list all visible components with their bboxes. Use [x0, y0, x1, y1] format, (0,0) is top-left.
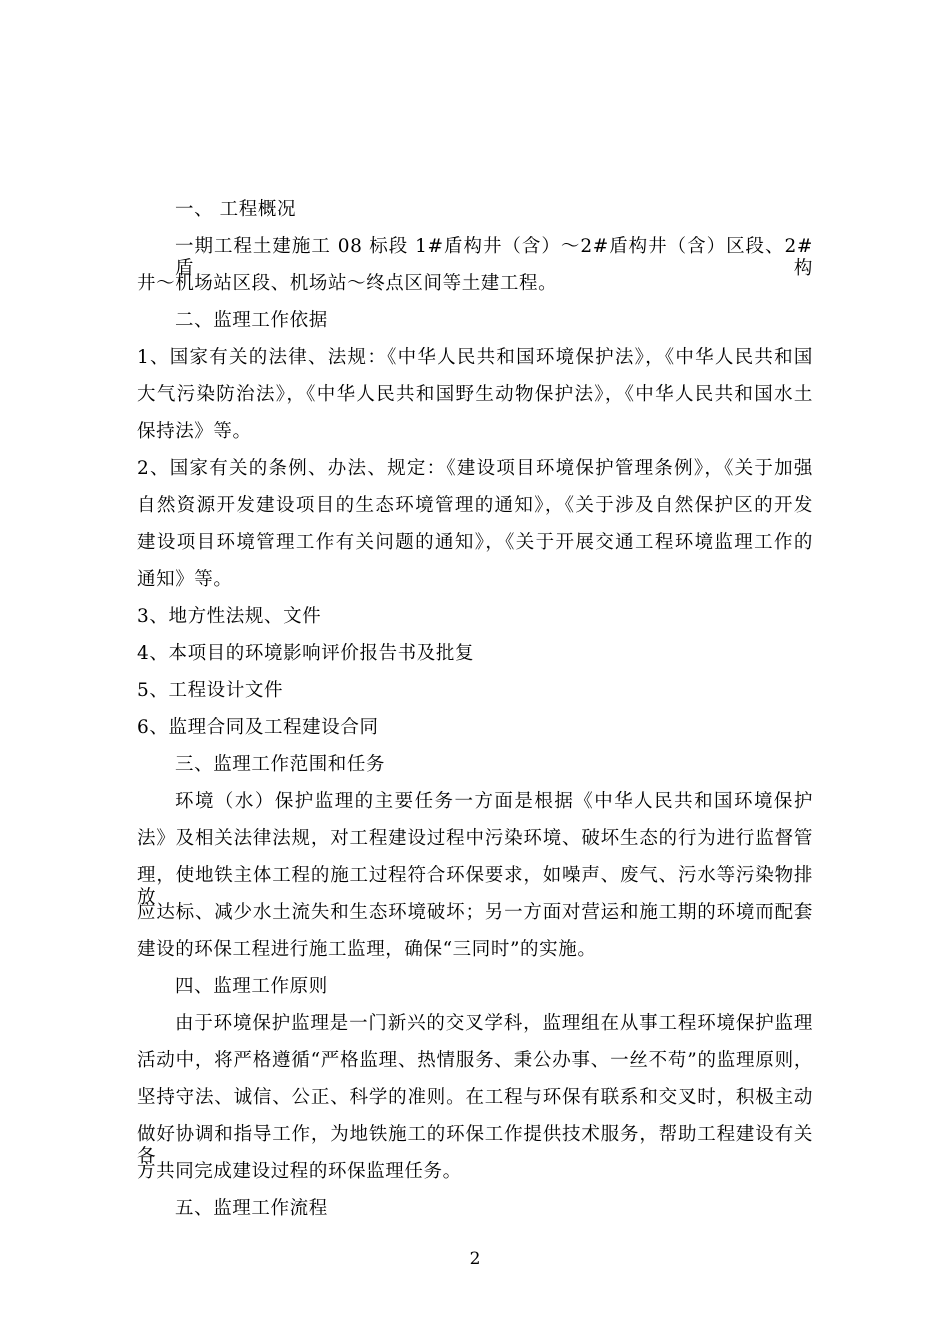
list-item-line: 3、地方性法规、文件: [137, 606, 322, 627]
heading-4: 四、监理工作原则: [175, 976, 328, 997]
heading-5: 五、监理工作流程: [175, 1198, 328, 1219]
list-item-line: 自然资源开发建设项目的生态环境管理的通知》，《关于涉及自然保护区的开发: [137, 495, 813, 516]
paragraph-line: 应达标、减少水土流失和生态环境破坏；另一方面对营运和施工期的环境而配套: [137, 902, 813, 923]
list-item-line: 保持法》等。: [137, 421, 252, 442]
paragraph-line: 活动中，将严格遵循“严格监理、热情服务、秉公办事、一丝不苟”的监理原则，: [137, 1050, 813, 1071]
paragraph-line: 环境（水）保护监理的主要任务一方面是根据《中华人民共和国环境保护: [175, 791, 813, 812]
paragraph-line: 建设的环保工程进行施工监理，确保“三同时”的实施。: [137, 939, 597, 960]
list-item-line: 5、工程设计文件: [137, 680, 284, 701]
list-item-line: 2、国家有关的条例、办法、规定：《建设项目环境保护管理条例》，《关于加强: [137, 458, 813, 479]
paragraph-line: 井～机场站区段、机场站～终点区间等土建工程。: [137, 273, 558, 294]
paragraph-line: 方共同完成建设过程的环保监理任务。: [137, 1161, 462, 1182]
list-item-line: 4、本项目的环境影响评价报告书及批复: [137, 643, 475, 664]
heading-3: 三、监理工作范围和任务: [175, 754, 386, 775]
list-item-line: 建设项目环境管理工作有关问题的通知》，《关于开展交通工程环境监理工作的: [137, 532, 813, 553]
page-number: 2: [469, 1249, 481, 1269]
list-item-line: 6、监理合同及工程建设合同: [137, 717, 379, 738]
paragraph-line: 一期工程土建施工 08 标段 1#盾构井（含）～2#盾构井（含）区段、2#盾构: [175, 236, 813, 279]
paragraph-line: 理，使地铁主体工程的施工过程符合环保要求，如噪声、废气、污水等污染物排放: [137, 865, 813, 908]
heading-2: 二、监理工作依据: [175, 310, 328, 331]
paragraph-line: 坚持守法、诚信、公正、科学的准则。在工程与环保有联系和交叉时，积极主动: [137, 1087, 813, 1108]
paragraph-line: 法》及相关法律法规，对工程建设过程中污染环境、破坏生态的行为进行监督管: [137, 828, 813, 849]
paragraph-line: 做好协调和指导工作，为地铁施工的环保工作提供技术服务，帮助工程建设有关各: [137, 1124, 813, 1167]
list-item-line: 1、国家有关的法律、法规：《中华人民共和国环境保护法》，《中华人民共和国: [137, 347, 813, 368]
heading-1: 一、 工程概况: [175, 199, 297, 220]
list-item-line: 通知》等。: [137, 569, 233, 590]
paragraph-line: 由于环境保护监理是一门新兴的交叉学科，监理组在从事工程环境保护监理: [175, 1013, 813, 1034]
list-item-line: 大气污染防治法》，《中华人民共和国野生动物保护法》，《中华人民共和国水土: [137, 384, 813, 405]
